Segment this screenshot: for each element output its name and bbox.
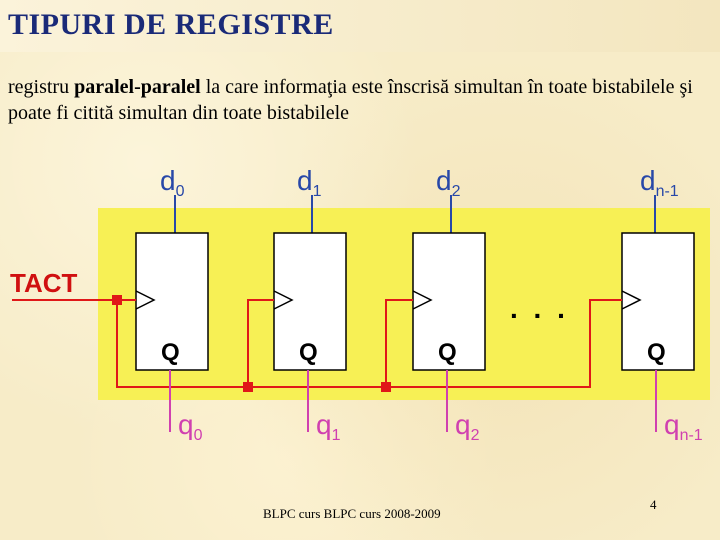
q-label-1: Q bbox=[299, 339, 318, 366]
ellipsis: . . . bbox=[510, 293, 569, 324]
clock-node-1 bbox=[243, 382, 253, 392]
input-label-3: $d_{n-1}$ bbox=[640, 165, 679, 200]
q-label-0: Q bbox=[161, 339, 180, 366]
description-rest: la care informaţia este înscrisă simultan în toate bistabilele şi poate fi citită simultan din toate bistabilele bbox=[8, 76, 693, 124]
input-label-0: $d_0$ bbox=[160, 165, 185, 200]
input-label-1: $d_1$ bbox=[297, 165, 322, 200]
page-number: 4 bbox=[650, 497, 657, 512]
clock-node-2 bbox=[381, 382, 391, 392]
output-label-0: $q_0$ bbox=[178, 409, 203, 444]
output-label-3: $q_{n-1}$ bbox=[664, 409, 703, 444]
register-diagram bbox=[0, 150, 720, 450]
slide-footer: BLPC curs BLPC curs 2008-2009 bbox=[263, 506, 441, 521]
clock-label: TACT bbox=[10, 268, 78, 298]
slide-title: TIPURI DE REGISTRE bbox=[8, 8, 334, 41]
q-label-3: Q bbox=[647, 339, 666, 366]
slide-description bbox=[8, 74, 713, 126]
description-lead: registru bbox=[8, 76, 75, 98]
input-label-2: $d_2$ bbox=[436, 165, 461, 200]
description-bold-term: paralel-paralel bbox=[74, 76, 201, 98]
output-label-2: $q_2$ bbox=[455, 409, 480, 444]
clock-node-0 bbox=[112, 295, 122, 305]
output-label-1: $q_1$ bbox=[316, 409, 341, 444]
q-label-2: Q bbox=[438, 339, 457, 366]
